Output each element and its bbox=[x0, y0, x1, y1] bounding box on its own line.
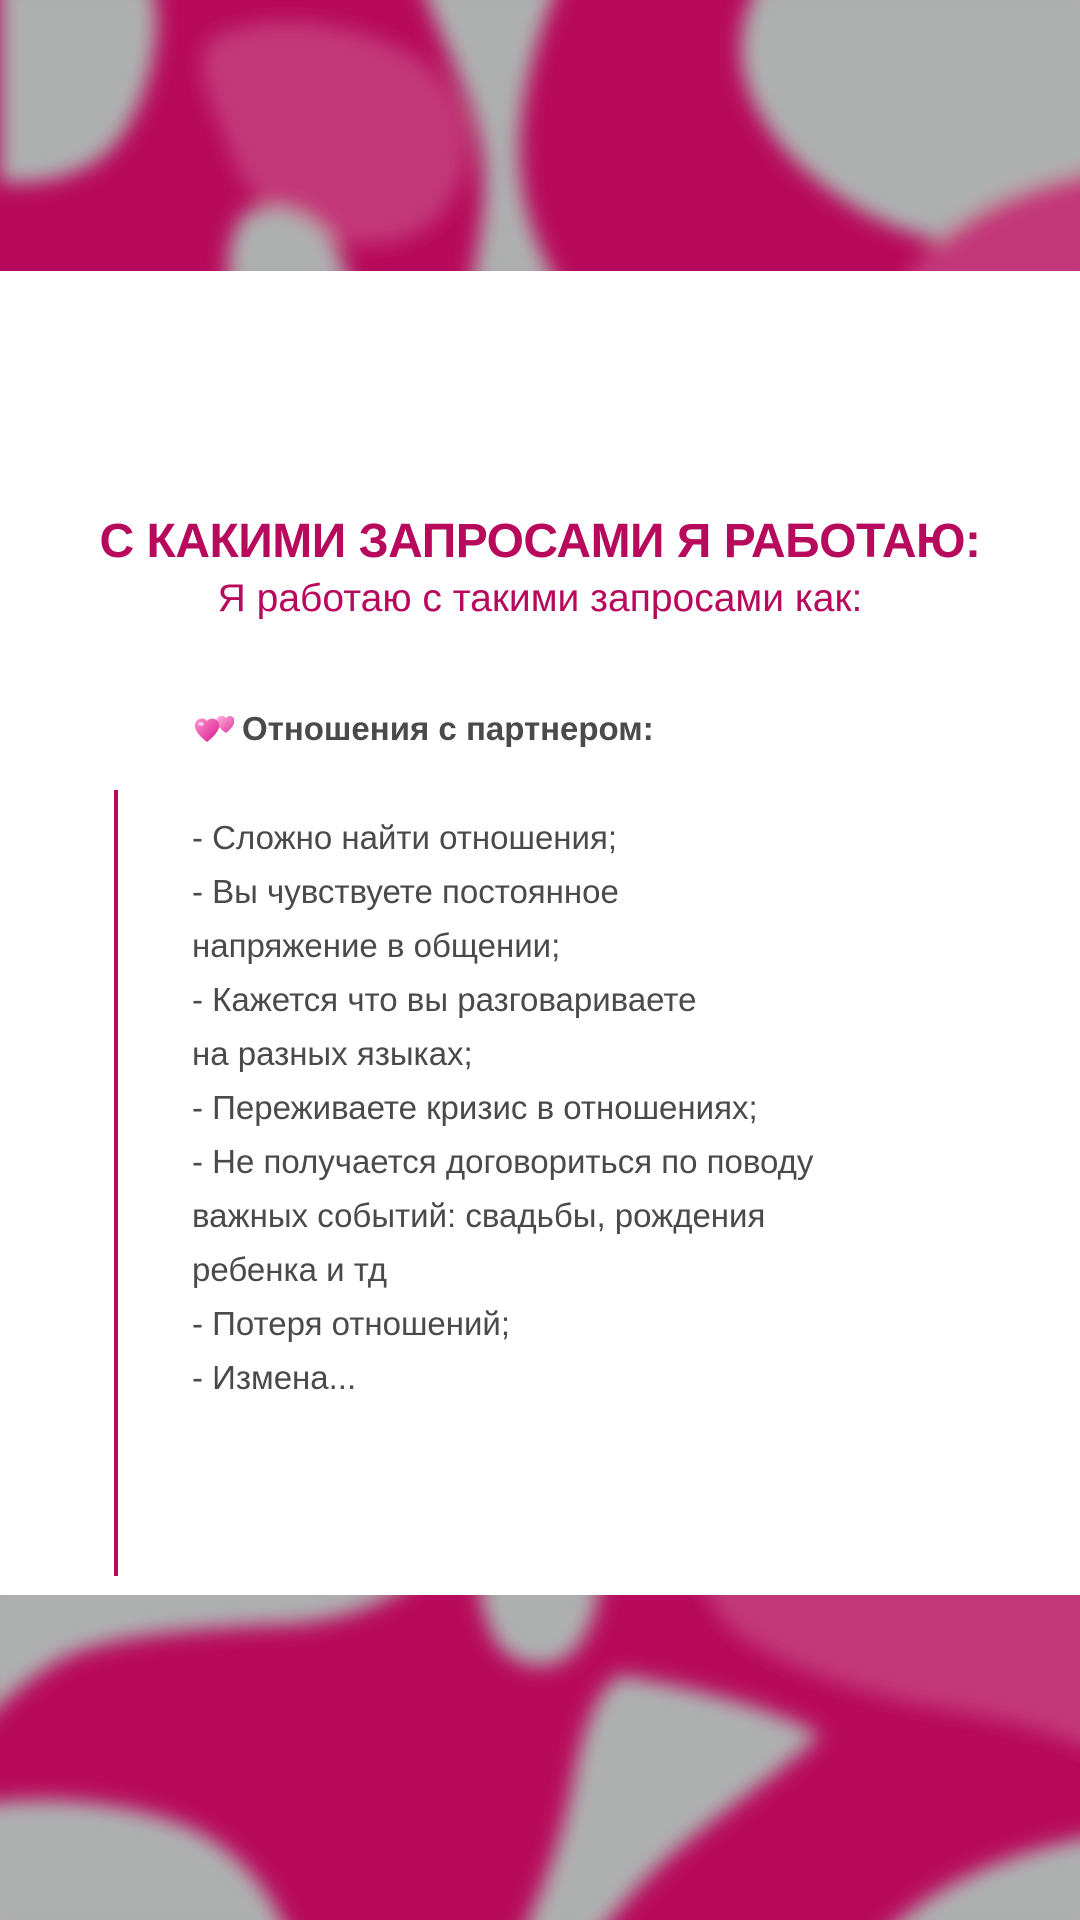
accent-divider bbox=[114, 790, 118, 1576]
bottom-abstract-pattern bbox=[0, 1595, 1080, 1920]
two-hearts-icon bbox=[192, 708, 234, 750]
section-header bbox=[192, 703, 654, 755]
list-item: важных событий: свадьбы, рождения bbox=[192, 1197, 766, 1234]
list-item: - Вы чувствуете постоянное bbox=[192, 873, 619, 910]
list-item: - Кажется что вы разговариваете bbox=[192, 981, 697, 1018]
content-card bbox=[0, 271, 1080, 1595]
list-item: - Переживаете кризис в отношениях; bbox=[192, 1089, 758, 1126]
list-item: ребенка и тд bbox=[192, 1251, 388, 1288]
request-list bbox=[192, 811, 1012, 1405]
list-item: - Сложно найти отношения; bbox=[192, 819, 617, 856]
list-item: - Не получается договориться по поводу bbox=[192, 1143, 814, 1180]
list-item: - Потеря отношений; bbox=[192, 1305, 511, 1342]
list-item: - Измена... bbox=[192, 1359, 357, 1396]
bottom-decorative-band bbox=[0, 1595, 1080, 1920]
list-item: напряжение в общении; bbox=[192, 927, 561, 964]
list-item: на разных языках; bbox=[192, 1035, 473, 1072]
section-title: Отношения с партнером: bbox=[242, 710, 654, 747]
page-title: С КАКИМИ ЗАПРОСАМИ Я РАБОТАЮ: bbox=[99, 515, 981, 568]
top-decorative-band bbox=[0, 0, 1080, 271]
top-abstract-pattern bbox=[0, 0, 1080, 271]
page-subtitle: Я работаю с такими запросами как: bbox=[217, 577, 863, 620]
